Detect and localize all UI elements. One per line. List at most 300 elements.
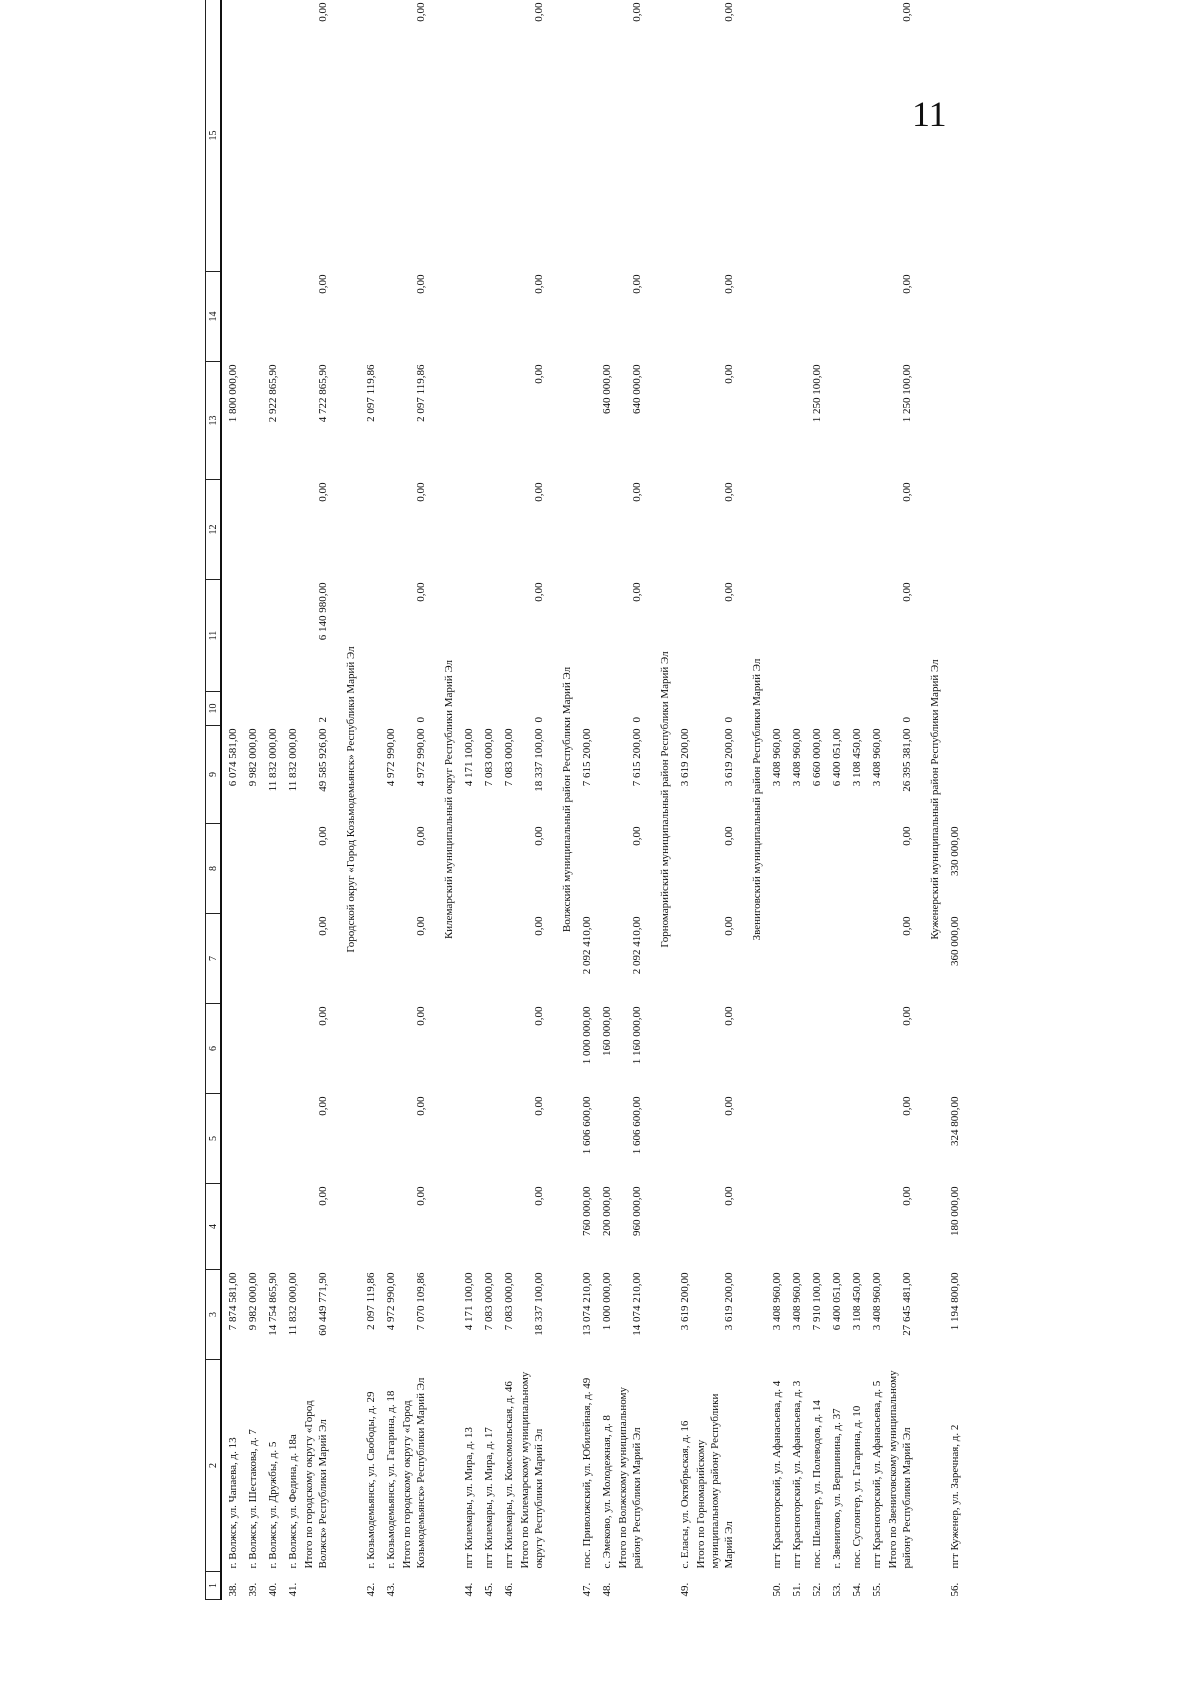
cell-col-4: 960 000,00 <box>631 1186 643 1236</box>
cell-col-13 <box>865 362 885 480</box>
cell-col-8 <box>241 824 261 914</box>
cell-col-13 <box>785 362 805 480</box>
cell-col-14 <box>379 272 399 362</box>
cell-col-9 <box>595 726 615 824</box>
cell-col-14 <box>281 272 301 362</box>
row-name: Итого по Волжскому муниципальному району Республики Марий Эл <box>617 1387 643 1569</box>
cell-col-8: 0,00 <box>901 826 913 846</box>
cell-col-10 <box>221 692 241 726</box>
cell-col-3: 6 400 051,00 <box>831 1272 843 1331</box>
cell-col-12: 0,00 <box>631 482 643 502</box>
cell-col-8 <box>575 824 595 914</box>
cell-col-6 <box>379 1004 399 1094</box>
cell-col-12 <box>865 480 885 580</box>
cell-col-9: 3 408 960,00 <box>791 728 803 787</box>
cell-col-13 <box>379 362 399 480</box>
cell-col-5 <box>497 1094 517 1184</box>
cell-col-8: 0,00 <box>533 826 545 846</box>
cell-col-3: 7 083 000,00 <box>483 1272 495 1331</box>
row-number <box>399 1572 429 1600</box>
cell-col-8: 0,00 <box>415 826 427 846</box>
column-header-14: 14 <box>206 272 222 362</box>
cell-col-12 <box>359 480 379 580</box>
table-row <box>845 0 865 1600</box>
row-number: 51. <box>791 1582 803 1597</box>
cell-col-8 <box>825 824 845 914</box>
cell-col-8 <box>281 824 301 914</box>
column-header-1: 1 <box>206 1572 222 1600</box>
cell-col-3: 3 408 960,00 <box>791 1272 803 1331</box>
table-row <box>221 0 241 1600</box>
cell-col-15 <box>241 0 261 272</box>
cell-col-12 <box>221 480 241 580</box>
cell-col-11 <box>261 580 281 692</box>
section-title-row <box>927 0 943 1600</box>
row-name: пос. Шелангер, ул. Полеводов, д. 14 <box>811 1400 823 1569</box>
cell-col-6 <box>825 1004 845 1094</box>
cell-col-10 <box>575 692 595 726</box>
cell-col-3: 4 972 990,00 <box>385 1272 397 1331</box>
cell-col-5 <box>379 1094 399 1184</box>
cell-col-4 <box>865 1184 885 1270</box>
cell-col-10 <box>359 692 379 726</box>
row-number <box>885 1572 915 1600</box>
cell-col-4: 0,00 <box>901 1186 913 1206</box>
cell-col-15 <box>281 0 301 272</box>
column-header-6: 6 <box>206 1004 222 1094</box>
cell-col-3: 9 982 000,00 <box>247 1272 259 1331</box>
cell-col-10 <box>497 692 517 726</box>
section-title: Горномарийский муниципальный район Республики Марий Эл <box>659 651 671 948</box>
cell-col-11 <box>457 580 477 692</box>
cell-col-9: 6 400 051,00 <box>831 728 843 787</box>
section-title-row <box>559 0 575 1600</box>
cell-col-9: 9 982 000,00 <box>247 728 259 787</box>
cell-col-10 <box>379 692 399 726</box>
cell-col-14 <box>865 272 885 362</box>
row-number: 55. <box>871 1582 883 1597</box>
cell-col-11: 0,00 <box>631 582 643 602</box>
table-row <box>865 0 885 1600</box>
cell-col-6 <box>865 1004 885 1094</box>
cell-col-14 <box>673 272 693 362</box>
row-number: 39. <box>247 1582 259 1597</box>
cell-col-15: 0,00 <box>631 2 643 22</box>
row-number: 47. <box>581 1582 593 1597</box>
cell-col-13 <box>497 362 517 480</box>
cell-col-8: 0,00 <box>723 826 735 846</box>
cell-col-4: 0,00 <box>723 1186 735 1206</box>
row-name: пгт Килемары, ул. Мира, д. 17 <box>483 1427 495 1569</box>
cell-col-9: 4 972 990,00 <box>385 728 397 787</box>
cell-col-14: 0,00 <box>901 274 913 294</box>
cell-col-14 <box>477 272 497 362</box>
row-number: 45. <box>483 1582 495 1597</box>
cell-col-4 <box>241 1184 261 1270</box>
cell-col-5: 1 606 600,00 <box>631 1096 643 1155</box>
cell-col-11 <box>785 580 805 692</box>
cell-col-15 <box>379 0 399 272</box>
cell-col-5: 0,00 <box>317 1096 329 1116</box>
cell-col-12 <box>379 480 399 580</box>
cell-col-9: 4 171 100,00 <box>463 728 475 787</box>
cell-col-11 <box>865 580 885 692</box>
cell-col-8 <box>765 824 785 914</box>
cell-col-11: 6 140 980,00 <box>317 582 329 641</box>
table-row <box>497 0 517 1600</box>
cell-col-5: 0,00 <box>533 1096 545 1116</box>
cell-col-4: 0,00 <box>415 1186 427 1206</box>
table-row <box>765 0 785 1600</box>
cell-col-9: 6 074 581,00 <box>227 728 239 787</box>
table-row <box>359 0 379 1600</box>
cell-col-13: 2 922 865,90 <box>267 364 279 423</box>
cell-col-7: 0,00 <box>317 916 329 936</box>
table-row <box>575 0 595 1600</box>
cell-col-4 <box>281 1184 301 1270</box>
cell-col-13 <box>825 362 845 480</box>
row-name: пгт Красногорский, ул. Афанасьева, д. 3 <box>791 1380 803 1569</box>
cell-col-4 <box>497 1184 517 1270</box>
cell-col-9: 49 585 926,00 <box>317 728 329 792</box>
cell-col-4 <box>805 1184 825 1270</box>
cell-col-5 <box>595 1094 615 1184</box>
cell-col-11 <box>673 580 693 692</box>
cell-col-9 <box>359 726 379 824</box>
column-header-8: 8 <box>206 824 222 914</box>
row-name: с. Эмеково, ул. Молодежная, д. 8 <box>601 1415 613 1569</box>
column-header-9: 9 <box>206 726 222 824</box>
row-name: г. Волжск, ул. Федина, д. 18а <box>287 1434 299 1569</box>
cell-col-10 <box>457 692 477 726</box>
cell-col-7 <box>241 914 261 1004</box>
cell-col-4 <box>359 1184 379 1270</box>
table-row <box>281 0 301 1600</box>
cell-col-15 <box>865 0 885 272</box>
cell-col-14 <box>825 272 845 362</box>
total-row <box>517 0 547 1600</box>
cell-col-15 <box>575 0 595 272</box>
cell-col-7 <box>865 914 885 1004</box>
spacer-row <box>737 0 749 1600</box>
spacer-row <box>331 0 343 1600</box>
row-name: пос. Суслонгер, ул. Гагарина, д. 10 <box>851 1405 863 1569</box>
cell-col-15: 0,00 <box>901 2 913 22</box>
data-table <box>205 0 963 1600</box>
row-name: г. Волжск, ул. Чапаева, д. 13 <box>227 1437 239 1569</box>
cell-col-12: 0,00 <box>723 482 735 502</box>
table-row <box>241 0 261 1600</box>
cell-col-3: 3 619 200,00 <box>723 1272 735 1331</box>
cell-col-6: 160 000,00 <box>601 1006 613 1056</box>
row-number <box>301 1572 331 1600</box>
cell-col-6 <box>943 1004 963 1094</box>
cell-col-7: 0,00 <box>415 916 427 936</box>
cell-col-6 <box>359 1004 379 1094</box>
cell-col-10: 0 <box>533 717 545 723</box>
cell-col-10: 0 <box>631 717 643 723</box>
cell-col-5 <box>281 1094 301 1184</box>
row-name: г. Козьмодемьянск, ул. Гагарина, д. 18 <box>385 1390 397 1569</box>
table-row <box>379 0 399 1600</box>
cell-col-12 <box>457 480 477 580</box>
cell-col-14 <box>497 272 517 362</box>
row-name: г. Волжск, ул. Шестакова, д. 7 <box>247 1429 259 1569</box>
spacer-row <box>915 0 927 1600</box>
cell-col-15 <box>457 0 477 272</box>
section-title: Килемарский муниципальный округ Республики Марий Эл <box>443 659 455 940</box>
cell-col-12 <box>477 480 497 580</box>
cell-col-5 <box>359 1094 379 1184</box>
cell-col-14: 0,00 <box>415 274 427 294</box>
cell-col-7 <box>221 914 241 1004</box>
section-title: Городской округ «Город Козьмодемьянск» Республики Марий Эл <box>345 646 357 953</box>
cell-col-3: 3 619 200,00 <box>679 1272 691 1331</box>
cell-col-5 <box>845 1094 865 1184</box>
cell-col-7 <box>845 914 865 1004</box>
cell-col-11 <box>359 580 379 692</box>
cell-col-7: 0,00 <box>723 916 735 936</box>
table-body <box>221 0 963 1600</box>
row-number: 49. <box>679 1582 691 1597</box>
section-title: Звениговский муниципальный район Республики Марий Эл <box>751 658 763 941</box>
cell-col-8: 330 000,00 <box>949 826 961 876</box>
cell-col-7: 2 092 410,00 <box>631 916 643 975</box>
cell-col-10: 0 <box>901 717 913 723</box>
cell-col-13: 2 097 119,86 <box>365 364 377 422</box>
cell-col-11 <box>477 580 497 692</box>
cell-col-13 <box>673 362 693 480</box>
cell-col-15 <box>825 0 845 272</box>
row-number: 50. <box>771 1582 783 1597</box>
row-number: 48. <box>601 1582 613 1597</box>
cell-col-15 <box>805 0 825 272</box>
cell-col-4 <box>221 1184 241 1270</box>
cell-col-7: 2 092 410,00 <box>581 916 593 975</box>
column-header-13: 13 <box>206 362 222 480</box>
cell-col-3: 27 645 481,00 <box>901 1272 913 1336</box>
cell-col-12 <box>943 480 963 580</box>
cell-col-3: 3 408 960,00 <box>871 1272 883 1331</box>
cell-col-6 <box>477 1004 497 1094</box>
cell-col-6 <box>241 1004 261 1094</box>
row-name: Итого по Звениговскому муниципальному району Республики Марий Эл <box>887 1370 913 1569</box>
cell-col-6 <box>785 1004 805 1094</box>
row-name: пгт Красногорский, ул. Афанасьева, д. 5 <box>871 1380 883 1569</box>
cell-col-14: 0,00 <box>317 274 329 294</box>
cell-col-3: 7 910 100,00 <box>811 1272 823 1331</box>
column-header-10: 10 <box>206 692 222 726</box>
cell-col-13: 640 000,00 <box>601 364 613 414</box>
cell-col-11 <box>575 580 595 692</box>
cell-col-7 <box>359 914 379 1004</box>
cell-col-13: 1 250 100,00 <box>901 364 913 423</box>
cell-col-4 <box>457 1184 477 1270</box>
cell-col-4: 0,00 <box>317 1186 329 1206</box>
cell-col-9: 11 832 000,00 <box>287 728 299 792</box>
row-number <box>693 1572 737 1600</box>
cell-col-5: 1 606 600,00 <box>581 1096 593 1155</box>
cell-col-13: 0,00 <box>723 364 735 384</box>
spacer-row <box>429 0 441 1600</box>
cell-col-5 <box>805 1094 825 1184</box>
table-row <box>805 0 825 1600</box>
cell-col-4: 0,00 <box>533 1186 545 1206</box>
cell-col-3: 7 874 581,00 <box>227 1272 239 1331</box>
cell-col-7 <box>805 914 825 1004</box>
table-row <box>457 0 477 1600</box>
table-row <box>595 0 615 1600</box>
cell-col-10 <box>825 692 845 726</box>
cell-col-4 <box>261 1184 281 1270</box>
cell-col-3: 4 171 100,00 <box>463 1272 475 1331</box>
row-number: 56. <box>949 1582 961 1597</box>
cell-col-14 <box>805 272 825 362</box>
cell-col-6: 1 000 000,00 <box>581 1006 593 1065</box>
cell-col-3: 18 337 100,00 <box>533 1272 545 1336</box>
row-number: 46. <box>503 1582 515 1597</box>
cell-col-15 <box>943 0 963 272</box>
cell-col-11 <box>497 580 517 692</box>
section-title-row <box>657 0 673 1600</box>
cell-col-14 <box>261 272 281 362</box>
cell-col-13: 2 097 119,86 <box>415 364 427 422</box>
cell-col-6 <box>765 1004 785 1094</box>
cell-col-8 <box>221 824 241 914</box>
cell-col-12 <box>497 480 517 580</box>
row-name: пгт Килемары, ул. Мира, д. 13 <box>463 1427 475 1569</box>
cell-col-11 <box>765 580 785 692</box>
column-header-3: 3 <box>206 1270 222 1360</box>
row-name: г. Звенигово, ул. Вершинина, д. 37 <box>831 1408 843 1569</box>
cell-col-10: 0 <box>723 717 735 723</box>
cell-col-4 <box>785 1184 805 1270</box>
cell-col-11 <box>825 580 845 692</box>
cell-col-13: 1 800 000,00 <box>227 364 239 423</box>
cell-col-13 <box>943 362 963 480</box>
cell-col-5: 0,00 <box>901 1096 913 1116</box>
cell-col-12 <box>765 480 785 580</box>
row-number: 53. <box>831 1582 843 1597</box>
cell-col-12 <box>241 480 261 580</box>
cell-col-7 <box>825 914 845 1004</box>
cell-col-10 <box>595 692 615 726</box>
cell-col-13: 4 722 865,90 <box>317 364 329 423</box>
table-row <box>785 0 805 1600</box>
table-row <box>673 0 693 1600</box>
cell-col-12 <box>261 480 281 580</box>
cell-col-7 <box>457 914 477 1004</box>
cell-col-10 <box>943 692 963 726</box>
cell-col-15 <box>261 0 281 272</box>
cell-col-9: 3 619 200,00 <box>679 728 691 787</box>
cell-col-11: 0,00 <box>723 582 735 602</box>
cell-col-5 <box>825 1094 845 1184</box>
cell-col-3: 14 754 865,90 <box>267 1272 279 1336</box>
cell-col-14 <box>359 272 379 362</box>
row-name: Итого по городскому округу «Город Волжск» Республики Марий Эл <box>303 1400 329 1569</box>
cell-col-6 <box>281 1004 301 1094</box>
row-name: Итого по Горномарийскому муниципальному району Республики Марий Эл <box>695 1393 735 1569</box>
cell-col-10 <box>241 692 261 726</box>
column-header-15: 15 <box>206 0 222 272</box>
cell-col-6: 0,00 <box>533 1006 545 1026</box>
row-name: пгт Красногорский, ул. Афанасьева, д. 4 <box>771 1380 783 1569</box>
cell-col-3: 7 070 109,86 <box>415 1272 427 1331</box>
cell-col-8 <box>359 824 379 914</box>
cell-col-15 <box>497 0 517 272</box>
column-header-5: 5 <box>206 1094 222 1184</box>
cell-col-12: 0,00 <box>415 482 427 502</box>
cell-col-9: 7 083 000,00 <box>483 728 495 787</box>
cell-col-10 <box>477 692 497 726</box>
cell-col-7: 0,00 <box>533 916 545 936</box>
cell-col-4: 200 000,00 <box>601 1186 613 1236</box>
cell-col-6 <box>497 1004 517 1094</box>
cell-col-7 <box>673 914 693 1004</box>
cell-col-8 <box>805 824 825 914</box>
section-title-row <box>441 0 457 1600</box>
cell-col-14 <box>457 272 477 362</box>
cell-col-5: 324 800,00 <box>949 1096 961 1146</box>
table-row <box>261 0 281 1600</box>
section-title-row <box>749 0 765 1600</box>
cell-col-3: 3 408 960,00 <box>771 1272 783 1331</box>
spacer-row <box>645 0 657 1600</box>
header-row <box>206 0 222 1600</box>
cell-col-8 <box>379 824 399 914</box>
cell-col-6 <box>457 1004 477 1094</box>
cell-col-6: 0,00 <box>317 1006 329 1026</box>
cell-col-13: 0,00 <box>533 364 545 384</box>
cell-col-7 <box>765 914 785 1004</box>
cell-col-6 <box>805 1004 825 1094</box>
cell-col-5 <box>865 1094 885 1184</box>
cell-col-6: 0,00 <box>901 1006 913 1026</box>
cell-col-14 <box>575 272 595 362</box>
cell-col-3: 1 194 800,00 <box>949 1272 961 1331</box>
section-title: Куженерский муниципальный район Республики Марий Эл <box>929 659 941 940</box>
cell-col-9: 11 832 000,00 <box>267 728 279 792</box>
section-title-row <box>343 0 359 1600</box>
total-row <box>885 0 915 1600</box>
cell-col-8 <box>673 824 693 914</box>
cell-col-9: 7 615 200,00 <box>581 728 593 787</box>
cell-col-8 <box>261 824 281 914</box>
column-header-4: 4 <box>206 1184 222 1270</box>
row-name: с. Еласы, ул. Октябрьская, д. 16 <box>679 1420 691 1569</box>
cell-col-10 <box>805 692 825 726</box>
cell-col-15: 0,00 <box>723 2 735 22</box>
cell-col-3: 2 097 119,86 <box>365 1272 377 1330</box>
cell-col-15 <box>477 0 497 272</box>
cell-col-8 <box>865 824 885 914</box>
cell-col-3: 60 449 771,90 <box>317 1272 329 1336</box>
cell-col-14 <box>241 272 261 362</box>
row-name: г. Волжск, ул. Дружбы, д. 5 <box>267 1441 279 1569</box>
cell-col-13 <box>241 362 261 480</box>
cell-col-9: 3 408 960,00 <box>771 728 783 787</box>
cell-col-11: 0,00 <box>415 582 427 602</box>
cell-col-6 <box>261 1004 281 1094</box>
cell-col-5: 0,00 <box>723 1096 735 1116</box>
cell-col-14 <box>765 272 785 362</box>
cell-col-11 <box>379 580 399 692</box>
row-name: Итого по городскому округу «Город Козьмодемьянск» Республики Марий Эл <box>401 1377 427 1569</box>
row-number: 43. <box>385 1582 397 1597</box>
cell-col-7 <box>281 914 301 1004</box>
cell-col-9: 7 615 200,00 <box>631 728 643 787</box>
